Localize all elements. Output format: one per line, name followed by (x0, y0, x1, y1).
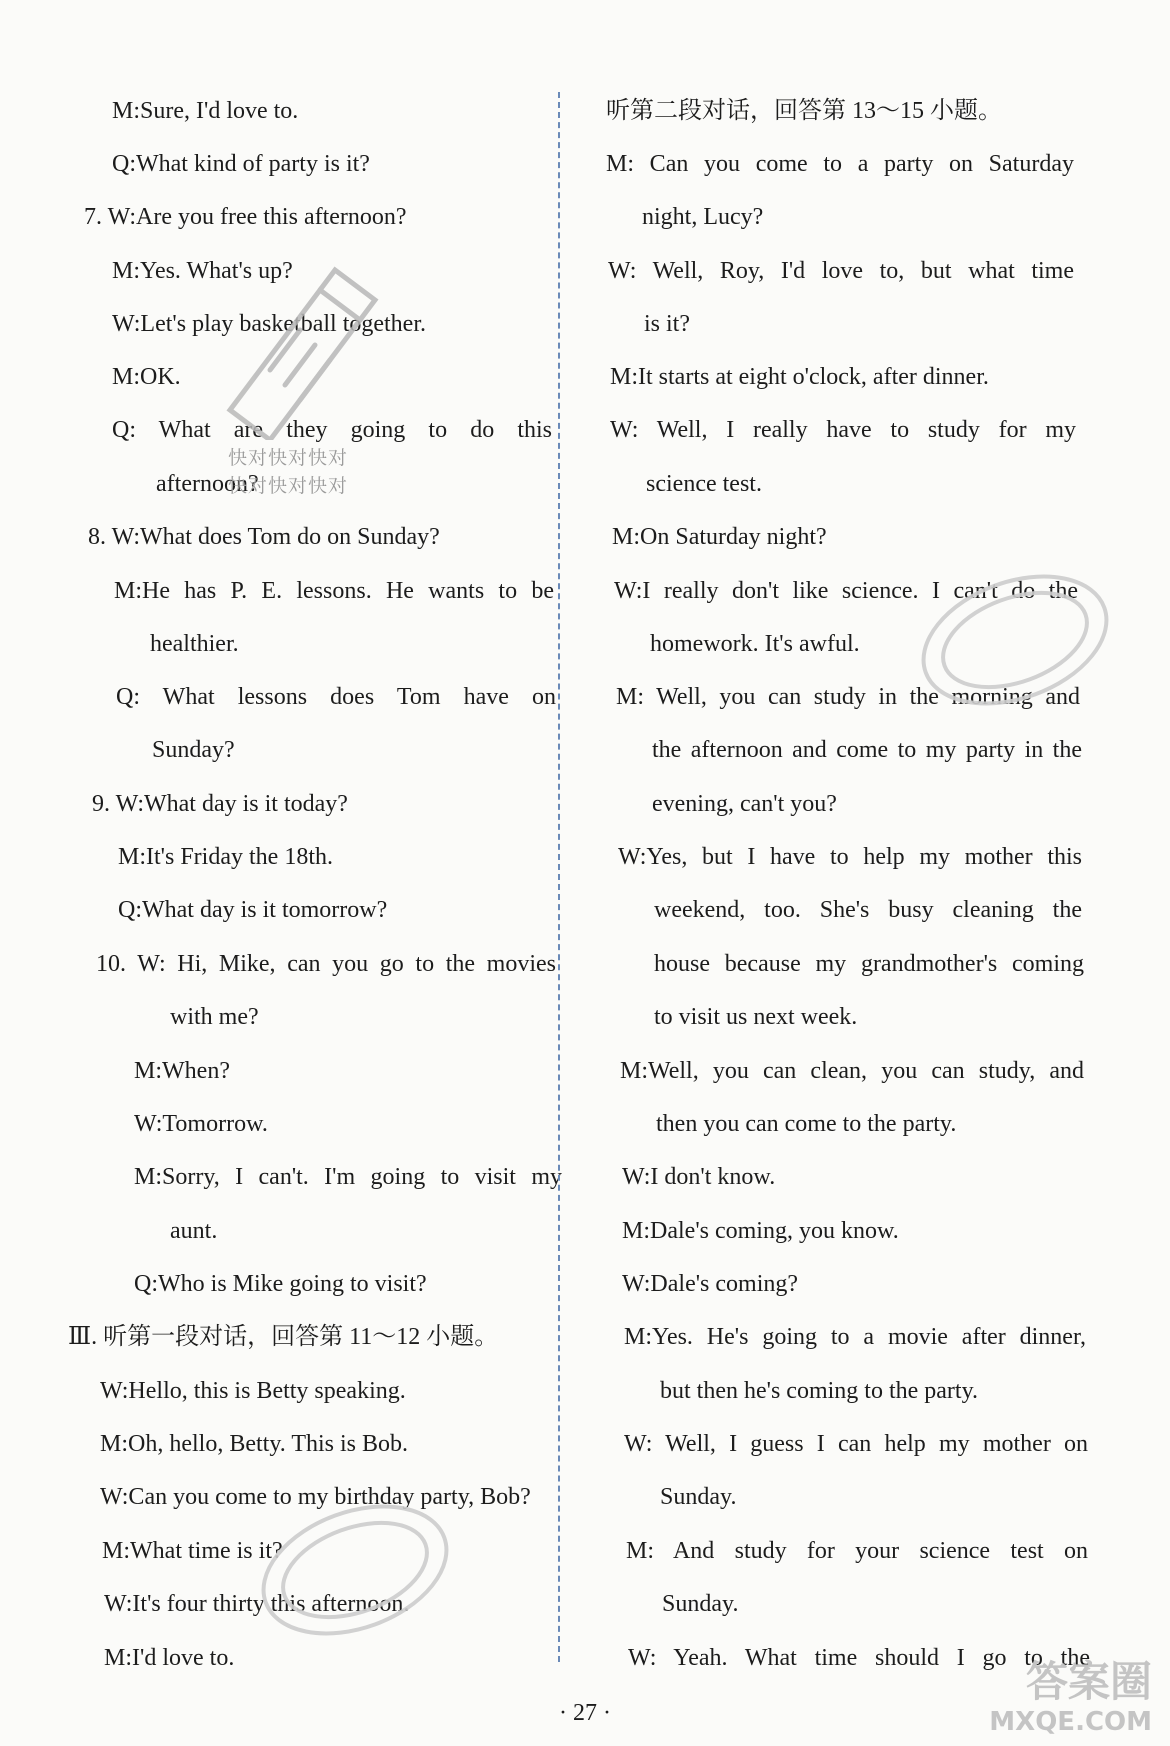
page-number: · 27 · (559, 1700, 611, 1726)
logo-line-2: MXQE.COM (989, 1707, 1152, 1737)
watermark-text: 快对快对快对 (228, 475, 349, 497)
text-line: W: Well, I really have to study for my (610, 417, 1076, 443)
text-line: homework. It's awful. (650, 631, 860, 657)
text-line: weekend, too. She's busy cleaning the (654, 897, 1082, 923)
text-line: M: Can you come to a party on Saturday (606, 151, 1074, 177)
text-line: M:Well, you can clean, you can study, and (620, 1058, 1084, 1084)
text-line: the afternoon and come to my party in the (652, 737, 1082, 763)
text-line: aunt. (170, 1218, 218, 1244)
logo-line-1: 答案圈 (1025, 1657, 1152, 1706)
text-line: M:Sorry, I can't. I'm going to visit my (134, 1164, 562, 1190)
text-line: M:I'd love to. (104, 1645, 235, 1671)
text-line: but then he's coming to the party. (660, 1378, 979, 1404)
text-line: W:I really don't like science. I can't do the (614, 578, 1078, 604)
text-line: M:OK. (112, 364, 181, 390)
site-logo (989, 1657, 1152, 1742)
text-line: W: Yeah. What time should I go to the (628, 1645, 1090, 1671)
watermark-text: 快对快对快对 (228, 447, 349, 469)
text-line: W:Let's play basketball together. (112, 311, 427, 337)
text-line: M:Sure, I'd love to. (112, 98, 299, 124)
stamp-watermark-icon (910, 570, 1120, 710)
text-line: W: Well, I guess I can help my mother on (624, 1431, 1088, 1457)
text-line: W:Dale's coming? (622, 1271, 799, 1297)
text-line: M:Yes. He's going to a movie after dinner, (624, 1324, 1086, 1350)
text-line: healthier. (150, 631, 239, 657)
text-line: 8. W:What does Tom do on Sunday? (88, 524, 440, 550)
text-line: M:Dale's coming, you know. (622, 1218, 899, 1244)
text-line: night, Lucy? (642, 204, 764, 230)
text-line: W:Tomorrow. (134, 1111, 268, 1137)
text-line: 10. W: Hi, Mike, can you go to the movies (96, 951, 556, 977)
text-line: M: Well, you can study in the morning and (616, 684, 1080, 710)
text-line: W:Hello, this is Betty speaking. (100, 1378, 406, 1404)
text-line: Q: What are they going to do this (112, 417, 552, 443)
pencil-watermark-icon (210, 250, 380, 440)
text-line: M:It's Friday the 18th. (118, 844, 333, 870)
text-line: M:It starts at eight o'clock, after dinner. (610, 364, 989, 390)
text-line: M:On Saturday night? (612, 524, 827, 550)
text-line: house because my grandmother's coming (654, 951, 1084, 977)
text-line: M:Oh, hello, Betty. This is Bob. (100, 1431, 409, 1457)
text-line: 9. W:What day is it today? (92, 791, 348, 817)
text-line: M:When? (134, 1058, 230, 1084)
text-line: then you can come to the party. (656, 1111, 957, 1137)
text-line: M:He has P. E. lessons. He wants to be (114, 578, 554, 604)
text-line: W:It's four thirty this afternoon. (104, 1591, 410, 1617)
text-line: W: Well, Roy, I'd love to, but what time (608, 258, 1074, 284)
text-line: Ⅲ. 听第一段对话，回答第 11～12 小题。 (68, 1324, 499, 1350)
text-line: 听第二段对话，回答第 13～15 小题。 (606, 98, 1002, 124)
text-line: M:Yes. What's up? (112, 258, 293, 284)
column-divider (558, 92, 560, 1662)
text-line: Sunday. (660, 1484, 737, 1510)
text-line: M: And study for your science test on (626, 1538, 1088, 1564)
text-line: Sunday? (152, 737, 235, 763)
text-line: Q:What day is it tomorrow? (118, 897, 388, 923)
text-line: W:Yes, but I have to help my mother this (618, 844, 1082, 870)
text-line: Q: What lessons does Tom have on (116, 684, 556, 710)
stamp-watermark-icon (250, 1500, 460, 1640)
text-line: W:I don't know. (622, 1164, 776, 1190)
text-line: science test. (646, 471, 762, 497)
text-line: with me? (170, 1004, 259, 1030)
text-line: Sunday. (662, 1591, 739, 1617)
text-line: to visit us next week. (654, 1004, 858, 1030)
text-line: is it? (644, 311, 690, 337)
text-line: evening, can't you? (652, 791, 837, 817)
text-line: afternoon? (156, 471, 259, 497)
text-line: Q:Who is Mike going to visit? (134, 1271, 427, 1297)
text-line: 7. W:Are you free this afternoon? (84, 204, 407, 230)
text-line: Q:What kind of party is it? (112, 151, 370, 177)
text-line: M:What time is it? (102, 1538, 283, 1564)
text-line: W:Can you come to my birthday party, Bob? (100, 1484, 531, 1510)
